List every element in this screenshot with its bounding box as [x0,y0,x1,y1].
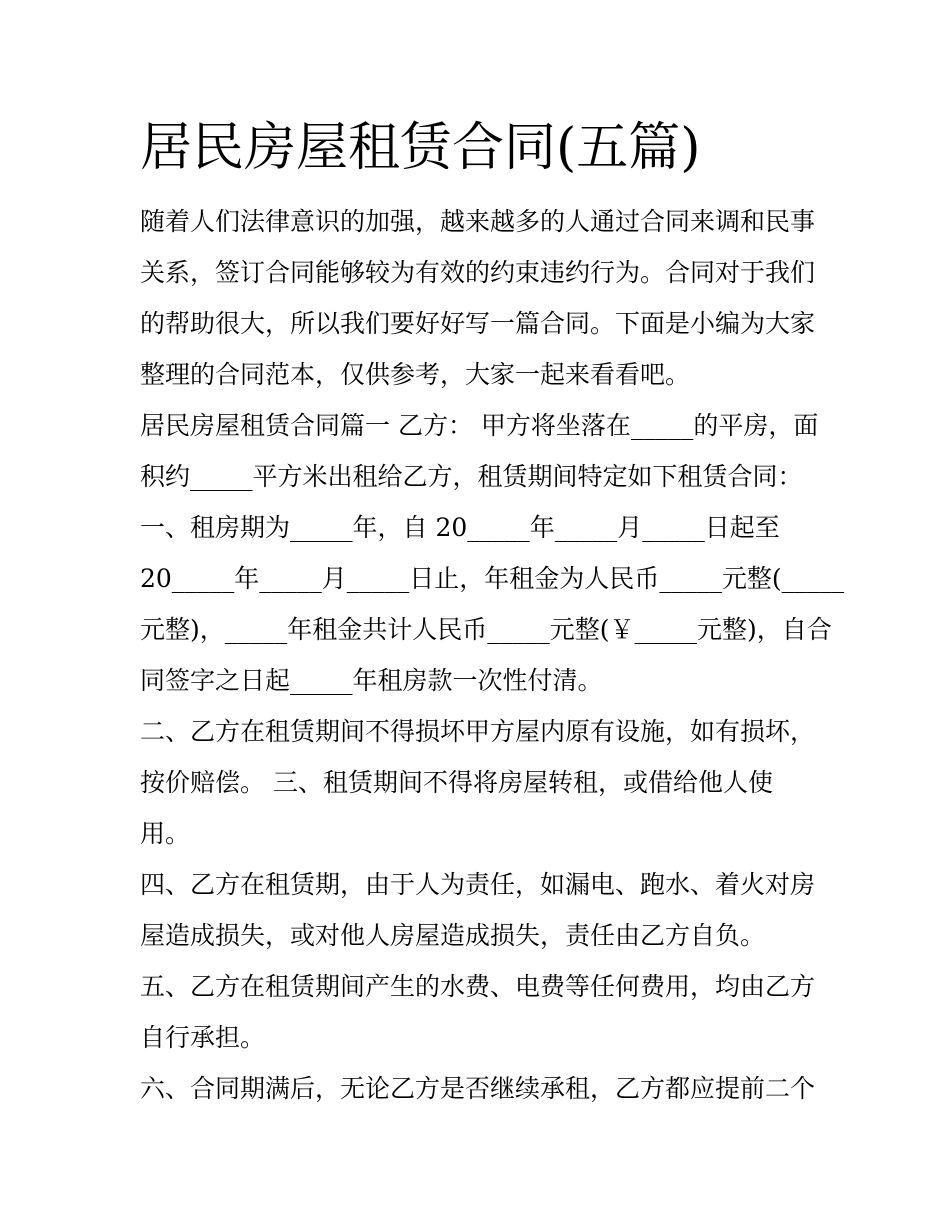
paragraph-line: 五、乙方在租赁期间产生的水费、电费等任何费用，均由乙方 [140,972,816,1001]
paragraph-line: 20_____年_____月_____日止，年租金为人民币_____元整(_____ [140,564,845,593]
paragraph-line: 积约_____平方米出租给乙方，租赁期间特定如下租赁合同： [140,462,803,491]
paragraph-line: 一、租房期为_____年，自 20_____年_____月_____日起至 [140,513,780,542]
page-title: 居民房屋租赁合同(五篇) [140,118,701,178]
paragraph-line: 元整)，_____年租金共计人民币_____元整(￥_____元整)，自合 [140,615,832,644]
paragraph-line: 的帮助很大，所以我们要好好写一篇合同。下面是小编为大家 [140,309,816,338]
paragraph-line: 居民房屋租赁合同篇一 乙方： 甲方将坐落在_____的平房，面 [140,411,819,440]
paragraph-line: 屋造成损失，或对他人房屋造成损失，责任由乙方自负。 [140,921,766,950]
paragraph-line: 同签字之日起_____年租房款一次性付清。 [140,666,603,695]
paragraph-line: 四、乙方在租赁期，由于人为责任，如漏电、跑水、着火对房 [140,870,816,899]
paragraph-line: 用。 [140,819,191,848]
paragraph-line: 按价赔偿。 三、租赁期间不得将房屋转租，或借给他人使 [140,768,773,797]
paragraph-line: 整理的合同范本，仅供参考，大家一起来看看吧。 [140,360,691,389]
paragraph-line: 六、合同期满后，无论乙方是否继续承租，乙方都应提前二个 [140,1074,816,1103]
paragraph-line: 随着人们法律意识的加强，越来越多的人通过合同来调和民事 [140,207,816,236]
paragraph-line: 二、乙方在租赁期间不得损坏甲方屋内原有设施，如有损坏， [140,717,816,746]
paragraph-line: 自行承担。 [140,1023,266,1052]
paragraph-line: 关系，签订合同能够较为有效的约束违约行为。合同对于我们 [140,258,816,287]
